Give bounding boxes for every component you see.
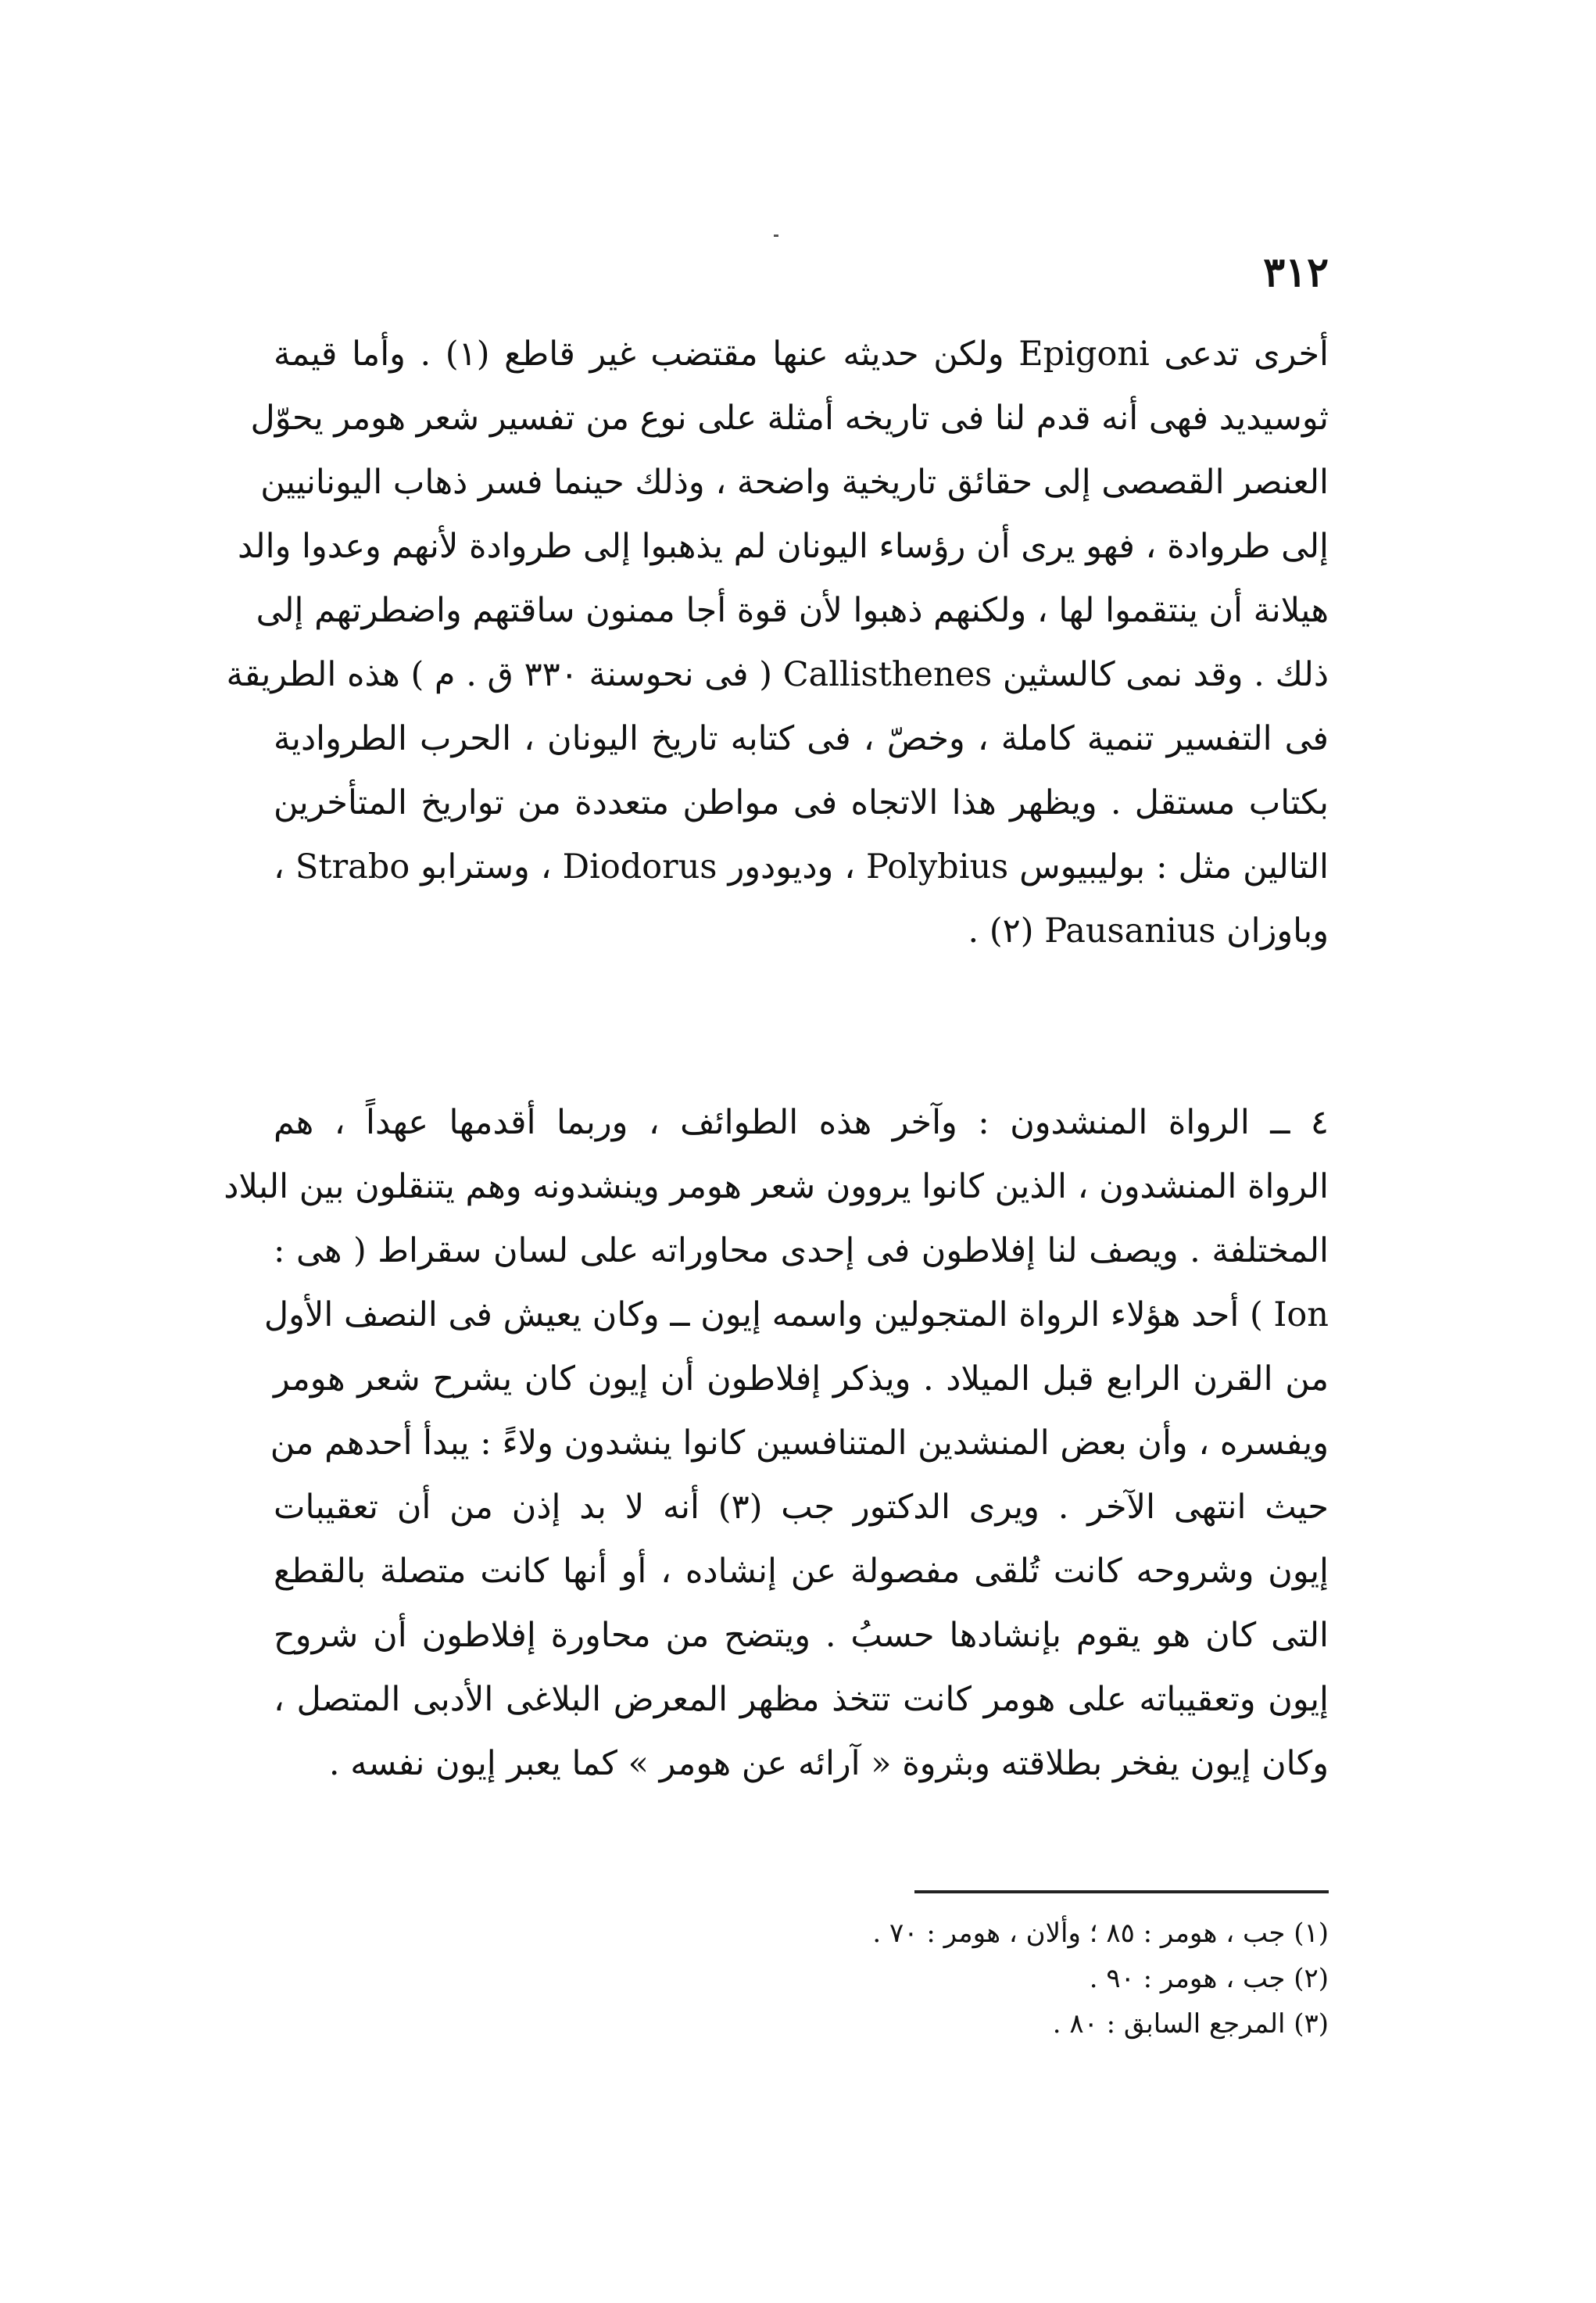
paragraph-1-line: بكتاب مستقل . ويظهر هذا الاتجاه فى مواطن متعددة من تواريخ المتأخرين bbox=[274, 783, 1329, 822]
paragraph-2-line: حيث انتهى الآخر . ويرى الدكتور جب (٣) أنه لا بد إذن من أن تعقيبات bbox=[274, 1488, 1329, 1527]
paragraph-2-line: التى كان هو يقوم بإنشادها حسبُ . ويتضح من محاورة إفلاطون أن شروح bbox=[274, 1616, 1329, 1655]
paragraph-2-line: Ion ) أحد هؤلاء الرواة المتجولين واسمه إيون ــ وكان يعيش فى النصف الأول bbox=[263, 1295, 1329, 1334]
paragraph-2-line: ويفسره ، وأن بعض المنشدين المتنافسين كانوا ينشدون ولاءً : يبدأ أحدهم من bbox=[270, 1424, 1329, 1463]
paragraph-2-line: الرواة المنشدون ، الذين كانوا يروون شعر هومر وينشدونه وهم يتنقلون بين البلاد bbox=[224, 1167, 1329, 1206]
paragraph-2-line: إيون وتعقيباته على هومر كانت تتخذ مظهر المعرض البلاغى الأدبى المتصل ، bbox=[274, 1680, 1329, 1719]
footnotes bbox=[735, 1911, 1329, 2047]
paragraph-2-line: وكان إيون يفخر بطلاقته وبثروة « آرائه عن هومر » كما يعبر إيون نفسه . bbox=[328, 1744, 1329, 1783]
paragraph-1-line: فى التفسير تنمية كاملة ، وخصّ ، فى كتابه تاريخ اليونان ، الحرب الطروادية bbox=[274, 719, 1329, 758]
page-number: ٣١٢ bbox=[1263, 249, 1329, 296]
paragraph-2-line: من القرن الرابع قبل الميلاد . ويذكر إفلاطون أن إيون كان يشرح شعر هومر bbox=[274, 1359, 1329, 1399]
scan-speck bbox=[774, 235, 778, 237]
paragraph-1-line: أخرى تدعى Epigoni ولكن حديثه عنها مقتضب غير قاطع (١) . وأما قيمة bbox=[274, 335, 1329, 374]
paragraph-1-line: هيلانة أن ينتقموا لها ، ولكنهم ذهبوا لأن قوة أجا ممنون ساقتهم واضطرتهم إلى bbox=[256, 591, 1329, 630]
footnote-1: (١) جب ، هومر : ٨٥ ؛ وألان ، هومر : ٧٠ . bbox=[872, 1918, 1329, 1949]
paragraph-1-line: ذلك . وقد نمى كالسثين Callisthenes ( فى نحوسنة ٣٣٠ ق . م ) هذه الطريقة bbox=[226, 655, 1329, 694]
paragraph-1-line: العنصر القصصى إلى حقائق تاريخية واضحة ، وذلك حينما فسر ذهاب اليونانيين bbox=[260, 463, 1329, 502]
footnote-2: (٢) جب ، هومر : ٩٠ . bbox=[1089, 1963, 1329, 1994]
paragraph-2 bbox=[224, 1091, 1329, 1796]
paragraph-1-line: وباوزان Pausanius (٢) . bbox=[968, 912, 1329, 951]
paragraph-2-line: المختلفة . ويصف لنا إفلاطون فى إحدى محاوراته على لسان سقراط ( هى : bbox=[274, 1231, 1329, 1270]
paragraph-1-line: ثوسيديد فهى أنه قدم لنا فى تاريخه أمثلة على نوع من تفسير شعر هومر يحوّل bbox=[250, 399, 1329, 438]
paragraph-1 bbox=[226, 322, 1329, 963]
footnote-3: (٣) المرجع السابق : ٨٠ . bbox=[1052, 2008, 1329, 2040]
paragraph-1-line: إلى طروادة ، فهو يرى أن رؤساء اليونان لم يذهبوا إلى طروادة لأنهم وعدوا والد bbox=[237, 527, 1329, 566]
paragraph-2-line: ٤ ــ الرواة المنشدون : وآخر هذه الطوائف ، وربما أقدمها عهداً ، هم bbox=[274, 1103, 1329, 1142]
paragraph-2-line: إيون وشروحه كانت تُلقى مفصولة عن إنشاده ، أو أنها كانت متصلة بالقطع bbox=[274, 1552, 1329, 1591]
footnote-divider bbox=[914, 1890, 1329, 1893]
paragraph-1-line: التالين مثل : بوليبيوس Polybius ، وديودور Diodorus ، وسترابو Strabo ، bbox=[274, 847, 1329, 886]
